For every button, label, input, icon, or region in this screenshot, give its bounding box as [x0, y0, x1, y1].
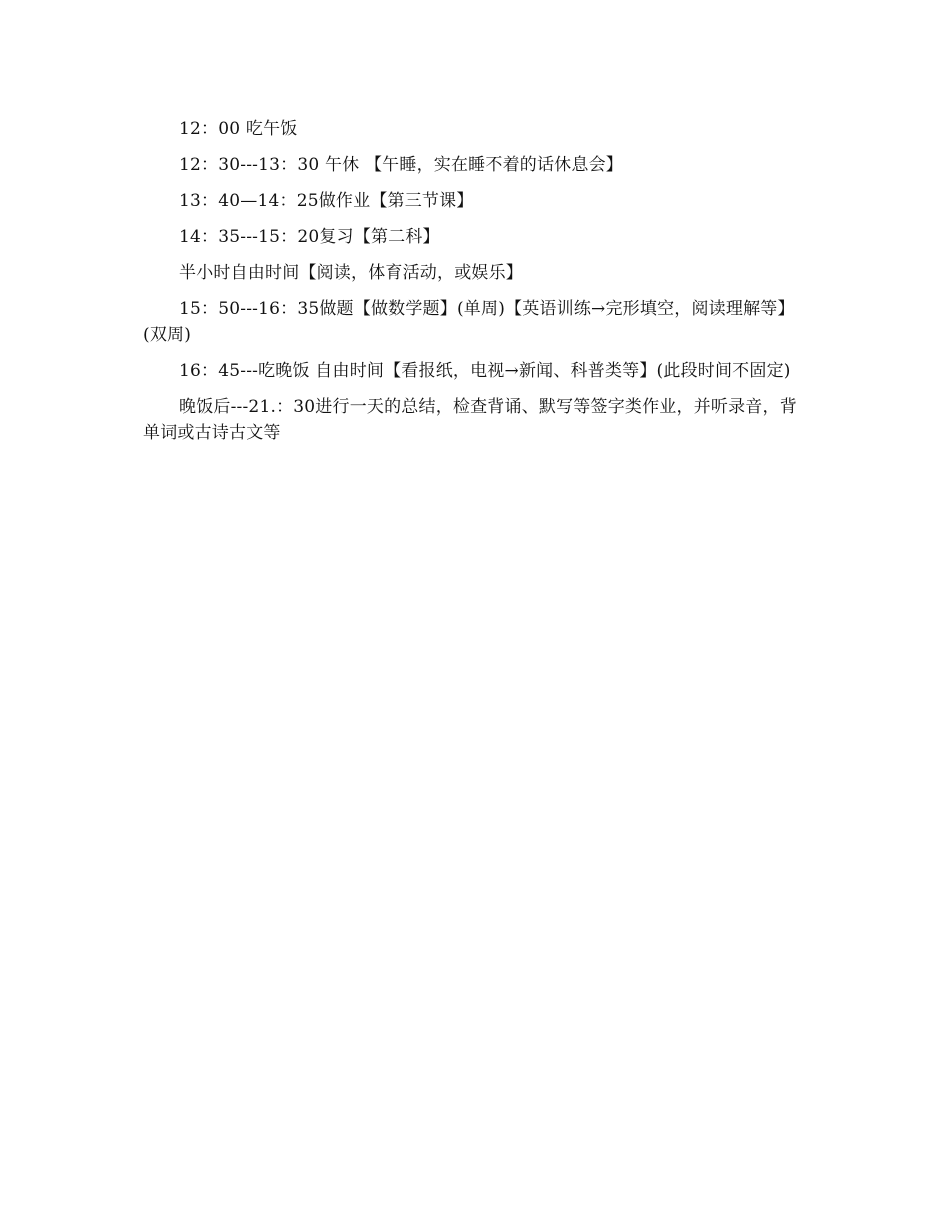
- schedule-evening: 晚饭后---21.：30进行一天的总结，检查背诵、默写等签字类作业，并听录音，背单词或古诗古文等: [143, 397, 797, 443]
- schedule-review: 14：35---15：20复习【第二科】: [179, 227, 440, 247]
- schedule-nap: 12：30---13：30 午休 【午睡，实在睡不着的话休息会】: [179, 155, 623, 175]
- schedule-dinner: 16：45---吃晚饭 自由时间【看报纸，电视→新闻、科普类等】(此段时间不固定): [179, 361, 791, 381]
- schedule-exercises: 15：50---16：35做题【做数学题】(单周)【英语训练→完形填空，阅读理解等】(双周): [143, 299, 795, 345]
- schedule-homework: 13：40—14：25做作业【第三节课】: [179, 191, 474, 211]
- schedule-lunch: 12：00 吃午饭: [179, 119, 298, 139]
- document-body: [143, 116, 810, 456]
- schedule-free-time: 半小时自由时间【阅读，体育活动，或娱乐】: [179, 263, 523, 283]
